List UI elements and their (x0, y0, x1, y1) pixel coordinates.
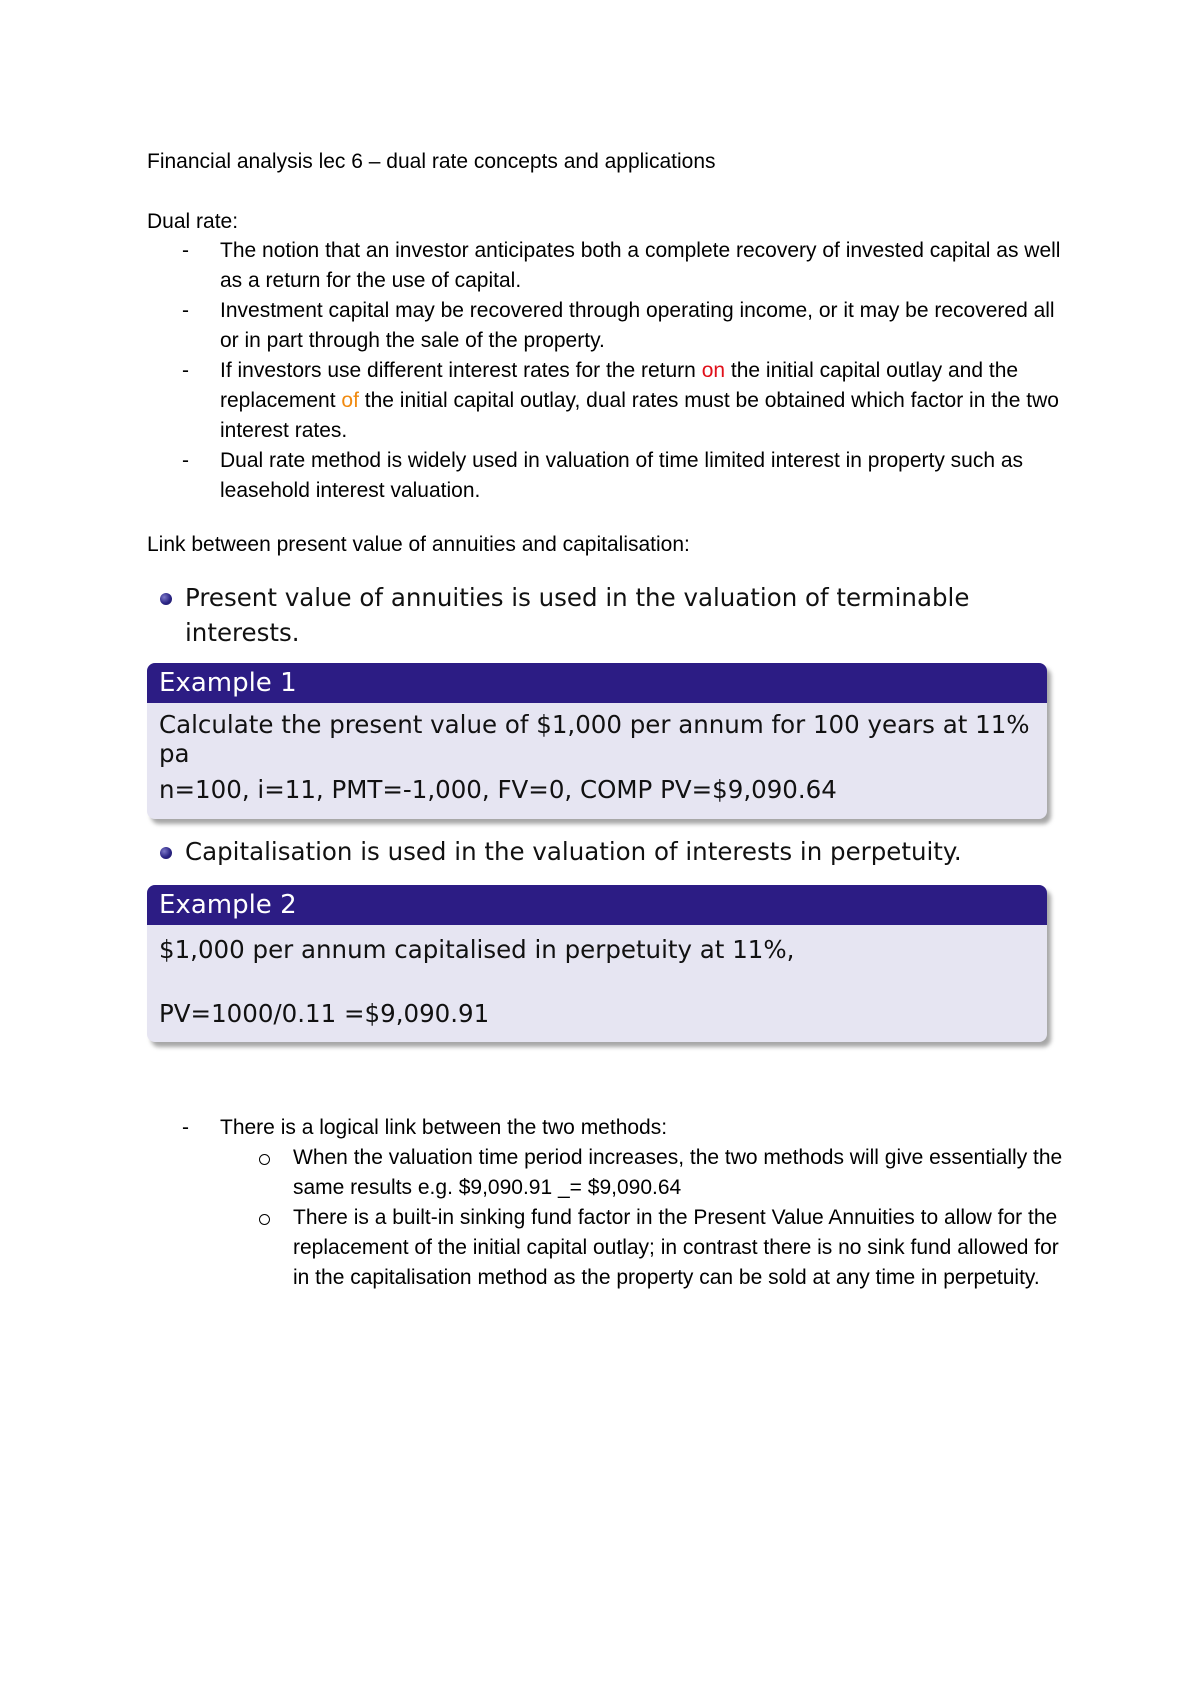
logical-link-sublist (147, 1143, 1077, 1293)
example-2-block (147, 885, 1047, 1042)
page-title: Financial analysis lec 6 – dual rate concepts and applications (147, 150, 716, 173)
circle-bullet-icon (259, 1154, 270, 1165)
slide-bullet-2-text: Capitalisation is used in the valuation of interests in perpetuity. (185, 837, 962, 866)
list-item (147, 446, 1077, 506)
slide-bullet-2 (185, 834, 1045, 869)
bullet-dot-icon (160, 593, 172, 605)
list-item (147, 1113, 1077, 1143)
logical-link-sub-2: There is a built-in sinking fund factor in the Present Value Annuities to allow for the replacement of the initial capital outlay; in contrast there is no sink fund allowed for in the capitalisation method as the property can be sold at any time in perpetuity. (293, 1206, 1059, 1289)
dual-rate-heading: Dual rate: (147, 210, 239, 233)
dual-rate-item-3 (220, 359, 1059, 442)
list-item (147, 1143, 1077, 1203)
example-1-title: Example 1 (147, 663, 1047, 703)
link-heading: Link between present value of annuities and capitalisation: (147, 533, 690, 556)
item3-text-a: If investors use different interest rates for the return (220, 359, 702, 382)
bullet-dot-icon (160, 847, 172, 859)
logical-link-list (147, 1113, 1077, 1293)
example-2-line-2: PV=1000/0.11 =$9,090.91 (159, 999, 490, 1028)
example-1-line-2: n=100, i=11, PMT=-1,000, FV=0, COMP PV=$9,090.64 (159, 775, 837, 804)
dual-rate-list (147, 236, 1077, 506)
example-1-line-1: Calculate the present value of $1,000 per annum for 100 years at 11% pa (159, 710, 1030, 768)
slide-bullet-1 (185, 580, 1045, 650)
example-2-line-1: $1,000 per annum capitalised in perpetuity at 11%, (159, 935, 795, 964)
dual-rate-item-2: Investment capital may be recovered through operating income, or it may be recovered all or in part through the sale of the property. (220, 299, 1055, 352)
dash-bullet: - (182, 449, 189, 472)
dual-rate-item-4: Dual rate method is widely used in valuation of time limited interest in property such as leasehold interest valuation. (220, 449, 1024, 502)
example-2-title: Example 2 (147, 885, 1047, 925)
dual-rate-item-1: The notion that an investor anticipates both a complete recovery of invested capital as well as a return for the use of capital. (220, 239, 1061, 292)
list-item (147, 236, 1077, 296)
dash-bullet: - (182, 359, 189, 382)
dash-bullet: - (182, 239, 189, 262)
circle-bullet-icon (259, 1214, 270, 1225)
dash-bullet: - (182, 1116, 189, 1139)
highlight-of: of (341, 389, 359, 412)
list-item (147, 296, 1077, 356)
dash-bullet: - (182, 299, 189, 322)
highlight-on: on (701, 359, 726, 382)
list-item (147, 1203, 1077, 1293)
slide-bullet-1-text: Present value of annuities is used in the valuation of terminable interests. (185, 583, 970, 647)
list-item (147, 356, 1077, 446)
item3-text-b: the initial capital outlay and the replacement (220, 359, 1019, 412)
logical-link-item: There is a logical link between the two methods: (220, 1116, 668, 1139)
logical-link-sub-1: When the valuation time period increases, the two methods will give essentially the same results e.g. $9,090.91 _= $9,090.64 (293, 1146, 1063, 1199)
item3-text-c: the initial capital outlay, dual rates must be obtained which factor in the two interest rates. (220, 389, 1059, 442)
example-1-block (147, 663, 1047, 819)
